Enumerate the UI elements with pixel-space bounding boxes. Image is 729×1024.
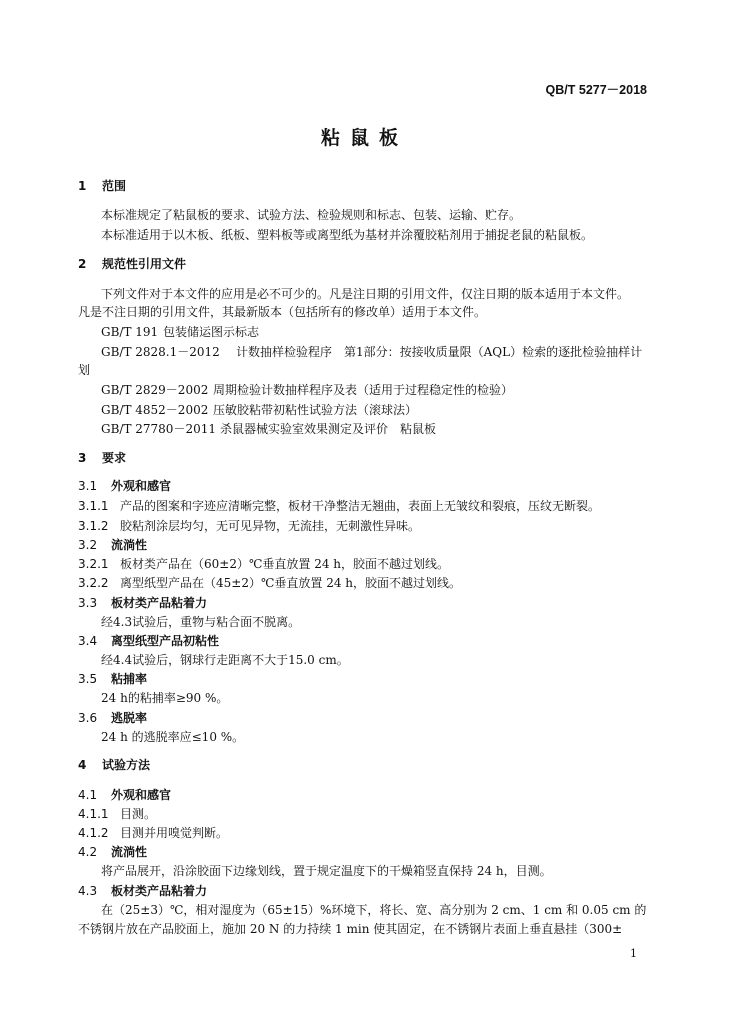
- subsection-title: 流淌性: [111, 538, 148, 552]
- section-1-heading: [78, 178, 126, 194]
- clause-4-1-2: [78, 825, 228, 841]
- subsection-number: 3.2: [78, 538, 98, 552]
- subsection-3-4-heading: [78, 633, 219, 649]
- section-2-heading: [78, 256, 186, 272]
- subsection-3-5-text: 24 h的粘捕率≥90 %。: [101, 691, 229, 705]
- subsection-3-1-heading: [78, 478, 171, 494]
- subsection-number: 4.3: [78, 884, 98, 898]
- subsection-title: 外观和感官: [111, 479, 172, 493]
- subsection-number: 3.6: [78, 711, 98, 725]
- subsection-title: 外观和感官: [111, 788, 172, 802]
- subsection-3-3-text: 经4.3试验后，重物与粘合面不脱离。: [101, 615, 301, 629]
- subsection-title: 粘捕率: [111, 672, 148, 686]
- subsection-3-4-text: 经4.4试验后，钢球行走距离不大于15.0 cm。: [101, 653, 349, 667]
- subsection-number: 3.3: [78, 596, 98, 610]
- subsection-4-2-text: 将产品展开，沿涂胶面下边缘划线，置于规定温度下的干燥箱竖直保持 24 h，目测。: [101, 864, 552, 878]
- clause-text: 产品的图案和字迹应清晰完整，板材干净整洁无翘曲，表面上无皱纹和裂痕，压纹无断裂。: [120, 499, 601, 513]
- subsection-number: 3.1: [78, 479, 98, 493]
- reference-item: [101, 421, 436, 437]
- clause-number: 4.1.2: [78, 826, 109, 840]
- reference-code: GB/T 2829－2002: [101, 383, 209, 397]
- section-title: 规范性引用文件: [102, 257, 187, 271]
- standard-number: QB/T 5277－2018: [545, 83, 647, 97]
- subsection-number: 3.4: [78, 634, 98, 648]
- clause-3-1-1: [78, 498, 600, 514]
- subsection-3-5-heading: [78, 671, 147, 687]
- subsection-3-6-heading: [78, 710, 147, 726]
- clause-number: 3.2.1: [78, 557, 109, 571]
- clause-text: 板材类产品在（60±2）℃垂直放置 24 h，胶面不越过划线。: [120, 557, 450, 571]
- subsection-4-3-text-line-2: 不锈钢片放在产品胶面上，施加 20 N 的力持续 1 min 使其固定，在不锈钢片表面上垂直悬挂（300±: [78, 922, 623, 936]
- reference-code: GB/T 2828.1－2012: [101, 345, 220, 359]
- subsection-title: 逃脱率: [111, 711, 148, 725]
- section-4-heading: [78, 757, 150, 773]
- subsection-number: 4.1: [78, 788, 98, 802]
- subsection-title: 离型纸型产品初粘性: [111, 634, 220, 648]
- reference-continuation: 划: [78, 363, 91, 377]
- clause-3-2-1: [78, 556, 449, 572]
- section-title: 试验方法: [102, 758, 151, 772]
- clause-number: 3.2.2: [78, 576, 109, 590]
- subsection-number: 4.2: [78, 845, 98, 859]
- section-number: 4: [78, 758, 87, 772]
- clause-number: 3.1.2: [78, 519, 109, 533]
- subsection-4-1-heading: [78, 787, 171, 803]
- reference-code: GB/T 27780－2011: [101, 422, 216, 436]
- subsection-title: 流淌性: [111, 845, 148, 859]
- section-1-paragraph-1: 本标准规定了粘鼠板的要求、试验方法、检验规则和标志、包装、运输、贮存。: [101, 208, 522, 222]
- clause-text: 目测并用嗅觉判断。: [120, 826, 229, 840]
- reference-code: GB/T 191: [101, 325, 159, 339]
- page-number: 1: [630, 947, 637, 960]
- section-2-paragraph-line-1: 下列文件对于本文件的应用是必不可少的。凡是注日期的引用文件，仅注日期的版本适用于本文件。: [101, 287, 630, 301]
- reference-item: [101, 324, 259, 340]
- subsection-4-3-text-line-1: 在（25±3）℃，相对湿度为（65±15）%环境下，将长、宽、高分别为 2 cm、1 cm 和 0.05 cm 的: [101, 903, 647, 917]
- section-2-paragraph-line-2: 凡是不注日期的引用文件，其最新版本（包括所有的修改单）适用于本文件。: [78, 305, 487, 319]
- subsection-3-3-heading: [78, 595, 207, 611]
- reference-code: GB/T 4852－2002: [101, 403, 209, 417]
- reference-item: [101, 382, 513, 398]
- reference-item: [101, 402, 417, 418]
- reference-title: 包装储运图示标志: [163, 325, 260, 339]
- subsection-4-2-heading: [78, 844, 147, 860]
- clause-text: 离型纸型产品在（45±2）℃垂直放置 24 h，胶面不越过划线。: [120, 576, 462, 590]
- clause-number: 3.1.1: [78, 499, 109, 513]
- clause-text: 胶粘剂涂层均匀，无可见异物，无流挂，无刺激性异味。: [120, 519, 421, 533]
- section-title: 范围: [102, 179, 127, 193]
- clause-3-2-2: [78, 575, 461, 591]
- reference-title: 压敏胶粘带初粘性试验方法（滚球法）: [213, 403, 418, 417]
- section-1-paragraph-2: 本标准适用于以木板、纸板、塑料板等或离型纸为基材并涂覆胶粘剂用于捕捉老鼠的粘鼠板。: [101, 228, 594, 242]
- subsection-title: 板材类产品粘着力: [111, 596, 208, 610]
- subsection-4-3-heading: [78, 883, 207, 899]
- subsection-3-6-text: 24 h 的逃脱率应≤10 %。: [101, 730, 245, 744]
- reference-title: 计数抽样检验程序 第1部分：按接收质量限（AQL）检索的逐批检验抽样计: [236, 345, 643, 359]
- section-number: 2: [78, 257, 87, 271]
- subsection-number: 3.5: [78, 672, 98, 686]
- clause-number: 4.1.1: [78, 807, 109, 821]
- reference-title: 杀鼠器械实验室效果测定及评价 粘鼠板: [220, 422, 437, 436]
- clause-text: 目测。: [120, 807, 157, 821]
- subsection-title: 板材类产品粘着力: [111, 884, 208, 898]
- document-title: 粘鼠板: [320, 127, 408, 149]
- section-title: 要求: [102, 451, 127, 465]
- clause-4-1-1: [78, 806, 156, 822]
- section-number: 1: [78, 179, 87, 193]
- section-number: 3: [78, 451, 87, 465]
- section-3-heading: [78, 450, 126, 466]
- reference-title: 周期检验计数抽样程序及表（适用于过程稳定性的检验）: [213, 383, 514, 397]
- subsection-3-2-heading: [78, 537, 147, 553]
- reference-item: [101, 344, 642, 360]
- clause-3-1-2: [78, 518, 420, 534]
